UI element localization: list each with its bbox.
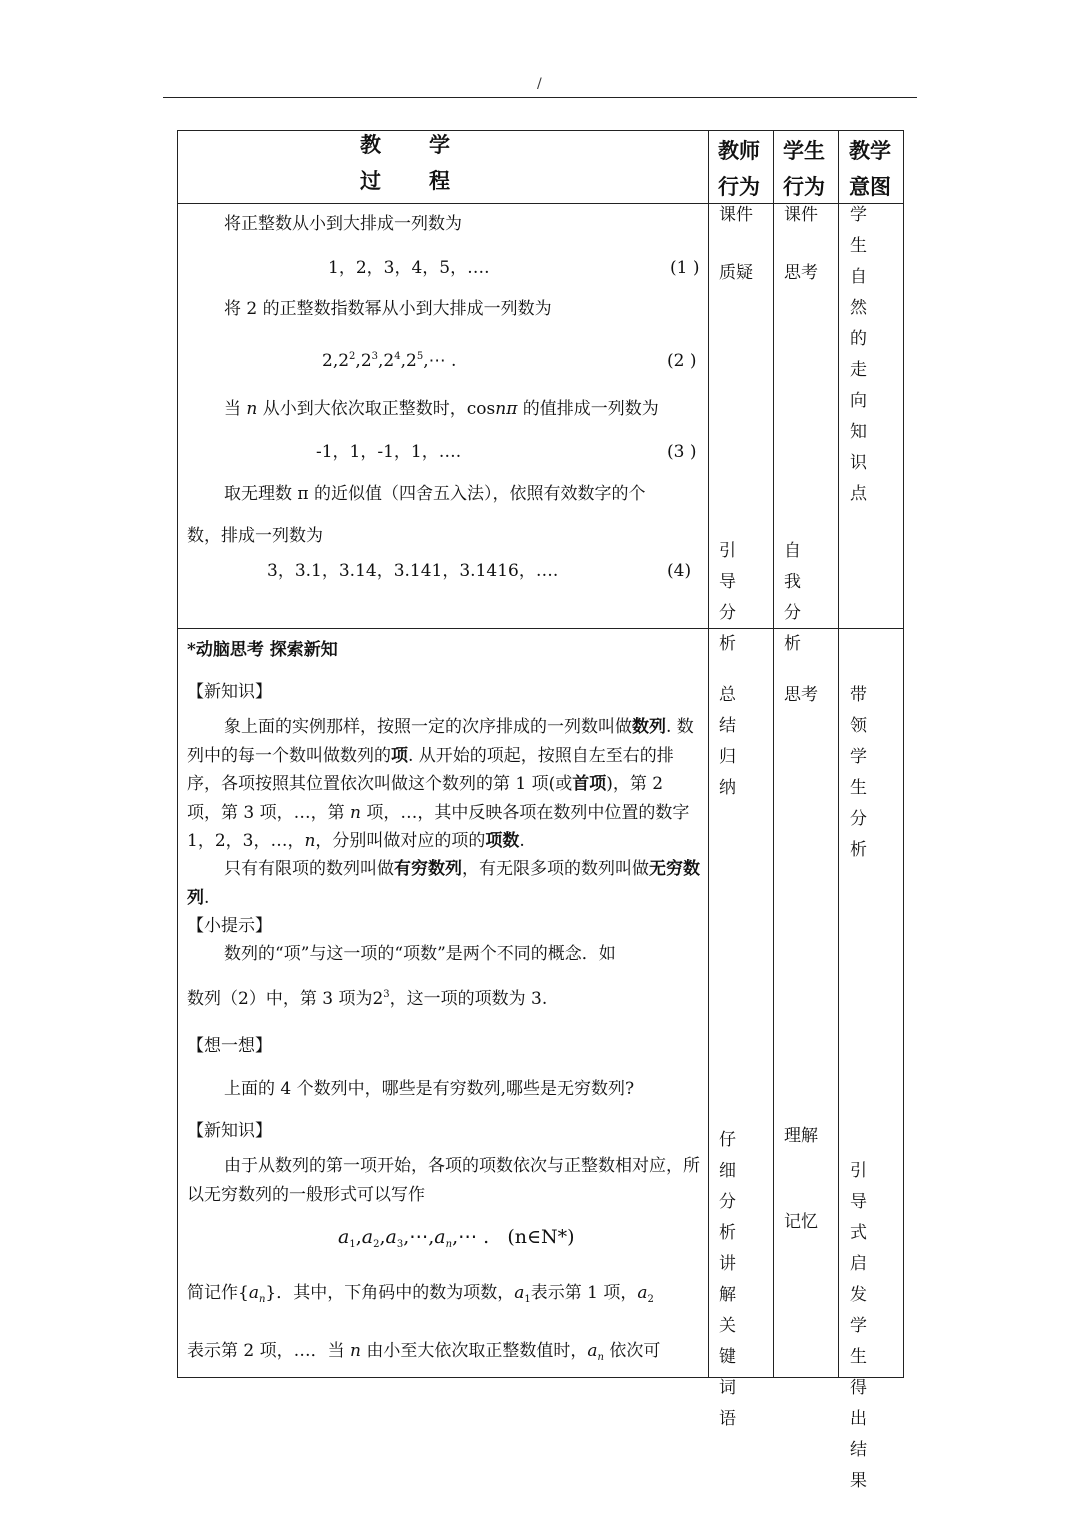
header-student: 学生行为 [783, 138, 825, 199]
student-action: 记忆 [784, 1212, 818, 1232]
section-heading: *动脑思考 探索新知 [187, 640, 338, 660]
student-action: 课件 [784, 205, 818, 225]
new-knowledge-label: 【新知识】 [187, 1121, 272, 1141]
definition-paragraph: 象上面的实例那样，按照一定的次序排成的一列数叫做数列. 数列中的每一个数叫做数列的项. 从开始的项起，按照自左至右的排序，各项按照其位置依次叫做这个数列的第 1 项(或首项)，第 2 项，第 3 项，…，第 n 项，…，其中反映各项在数列中位置的数字 1，2，3，…，n，分别叫做对应的项的项数. [187, 717, 694, 851]
equation-number: (4) [667, 561, 692, 581]
column-divider [838, 130, 839, 1378]
equation-number: (3 ) [667, 442, 697, 462]
equation-number: (2 ) [667, 351, 697, 371]
column-divider [773, 130, 774, 1378]
intro-text: 取无理数 π 的近似值（四舍五入法），依照有效数字的个 [224, 484, 646, 504]
teacher-action: 总结归纳 [719, 685, 742, 798]
intro-text: 数，排成一列数为 [187, 526, 323, 546]
general-form-paragraph: 由于从数列的第一项开始，各项的项数依次与正整数相对应，所以无穷数列的一般形式可以写作 [187, 1156, 700, 1205]
intro-text: 将正整数从小到大排成一列数为 [224, 214, 462, 234]
notation-text: 简记作$\{a_n\}$．其中，下角码中的数为项数，$a_1$表示第 1 项，$a_2$ [187, 1283, 654, 1305]
notation-text: 表示第 2 项，…．当 n 由小至大依次取正整数值时，$a_n$ 依次可 [187, 1341, 661, 1363]
sequence-3: -1，1，-1，1，…. [316, 442, 462, 462]
teacher-action: 仔细分析讲解关键词语 [719, 1130, 742, 1429]
intro-text: 将 2 的正整数指数幂从小到大排成一列数为 [224, 299, 552, 319]
student-action: 思考 [784, 685, 818, 705]
header-process-line1: 教 学 [360, 132, 452, 157]
page-marker: / [537, 76, 542, 92]
equation-number: (1 ) [670, 258, 700, 278]
think-question: 上面的 4 个数列中，哪些是有穷数列,哪些是无穷数列? [224, 1079, 635, 1099]
think-label: 【想一想】 [187, 1036, 272, 1056]
header-intent: 教学意图 [849, 138, 891, 199]
hint-text: 数列的“项”与这一项的“项数”是两个不同的概念．如 [224, 944, 616, 964]
teacher-action: 质疑 [719, 263, 753, 283]
header-rule [163, 97, 917, 98]
new-knowledge-label: 【新知识】 [187, 682, 272, 702]
sequence-2: $2,2^2,2^3,2^4,2^5,\cdots$ . [322, 351, 457, 371]
student-action: 自我分析 [784, 541, 807, 654]
column-divider [708, 130, 709, 1378]
general-form-formula: $a_1,a_2,a_3,\cdots,a_n,\cdots$ . (n∈N*) [338, 1226, 575, 1250]
definition-paragraph: 只有有限项的数列叫做有穷数列，有无限多项的数列叫做无穷数列. [187, 859, 700, 908]
teaching-intent: 引导式启发学生得出结果 [850, 1161, 873, 1491]
header-process-line2: 过 程 [360, 168, 452, 193]
hint-text: 数列（2）中，第 3 项为$2^3$，这一项的项数为 3. [187, 989, 548, 1009]
sequence-4: 3，3.1，3.14，3.141，3.1416，…. [267, 561, 559, 581]
teacher-action: 课件 [719, 205, 753, 225]
teaching-intent: 学生自然的走向知识点 [850, 205, 877, 504]
student-action: 理解 [784, 1126, 818, 1146]
teacher-action: 引导分析 [719, 541, 742, 654]
intro-text: 当 n 从小到大依次取正整数时，cosnπ 的值排成一列数为 [224, 399, 659, 419]
sequence-1: 1，2，3，4，5，…. [328, 258, 490, 278]
student-action: 思考 [784, 263, 818, 283]
header-teacher: 教师行为 [718, 138, 760, 199]
hint-label: 【小提示】 [187, 916, 272, 936]
teaching-intent: 带领学生分析 [850, 685, 873, 860]
